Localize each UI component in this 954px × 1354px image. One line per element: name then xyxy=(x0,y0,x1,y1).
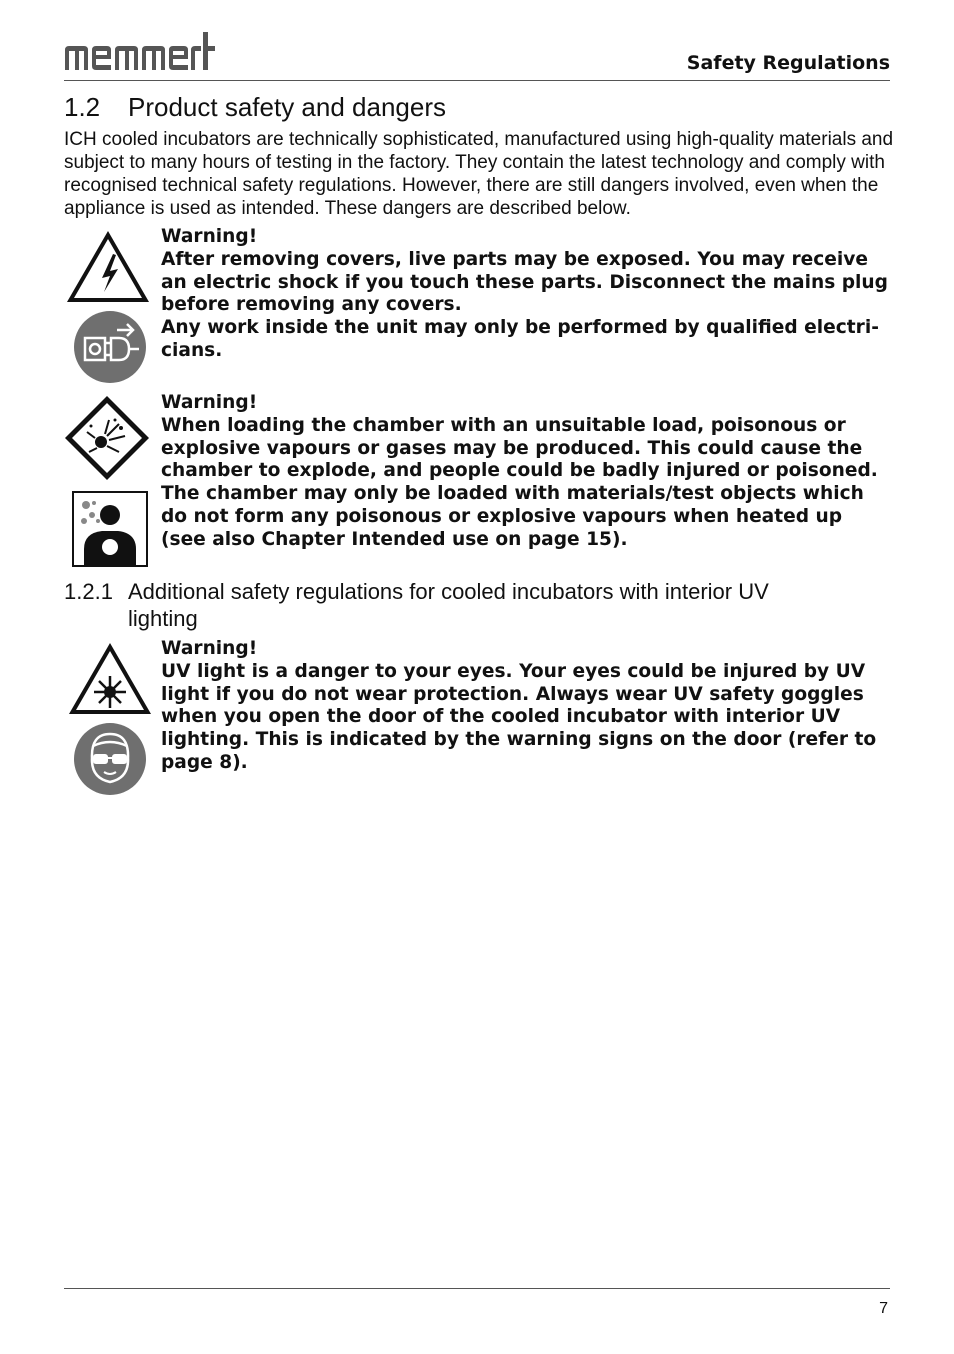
section-heading xyxy=(64,92,446,123)
memmert-logo xyxy=(64,30,216,72)
warning-text: When loading the chamber with an unsuitable load, poisonous or explosive vapours or gases may be produced. This could cause the chamber to explode, and people could be badly injured or poisoned. The chamber may only be loaded with materials/test objects which do not form any poisonous or explosive vapours when heated up (see also Chapter Intended use on page 15). xyxy=(161,414,878,550)
toxic-vapour-hazard-icon xyxy=(72,491,148,567)
warning-heading: Warning! xyxy=(161,392,258,413)
subsection-title-line1: Additional safety regulations for cooled incubators with interior UV xyxy=(128,579,769,604)
subsection-number: 1.2.1 xyxy=(64,579,113,604)
header-section-title: Safety Regulations xyxy=(686,52,890,74)
footer-divider xyxy=(64,1288,890,1289)
section-number: 1.2 xyxy=(64,92,101,122)
page-header xyxy=(64,30,890,81)
warning-text: After removing covers, live parts may be exposed. You may receive an electric shock if you touch these parts. Disconnect the mains plug before removing any covers. xyxy=(161,248,888,316)
section-title: Product safety and dangers xyxy=(128,92,446,122)
uv-radiation-warning-icon xyxy=(66,640,154,718)
page-number: 7 xyxy=(879,1300,888,1317)
intro-paragraph: ICH cooled incubators are technically sophisticated, manufactured using high-quality materials and subject to many hours of testing in the factory. They contain the latest technology and comply with recognised technical safety regulations. However, there are still dangers involved, even when the appliance is used as intended. These dangers are described below. xyxy=(64,129,894,219)
subsection-heading xyxy=(64,578,854,632)
electric-shock-warning-icon xyxy=(64,228,152,306)
warning-text: Any work inside the unit may only be performed by qualified electri-cians. xyxy=(161,317,879,361)
warning-uv xyxy=(161,638,893,775)
warning-electric xyxy=(161,226,893,363)
explosive-hazard-icon xyxy=(63,394,151,482)
warning-explosive xyxy=(161,392,893,552)
subsection-title-line2: lighting xyxy=(128,606,198,631)
warning-heading: Warning! xyxy=(161,638,258,659)
disconnect-plug-icon xyxy=(73,310,147,384)
warning-text: UV light is a danger to your eyes. Your eyes could be injured by UV light if you do not wear protection. Always wear UV safety goggles when you open the door of the cooled incubator with interior UV lighting. This is indicated by the warning signs on the door (refer to page 8). xyxy=(161,660,877,773)
warning-heading: Warning! xyxy=(161,226,258,247)
wear-safety-goggles-icon xyxy=(73,722,147,796)
